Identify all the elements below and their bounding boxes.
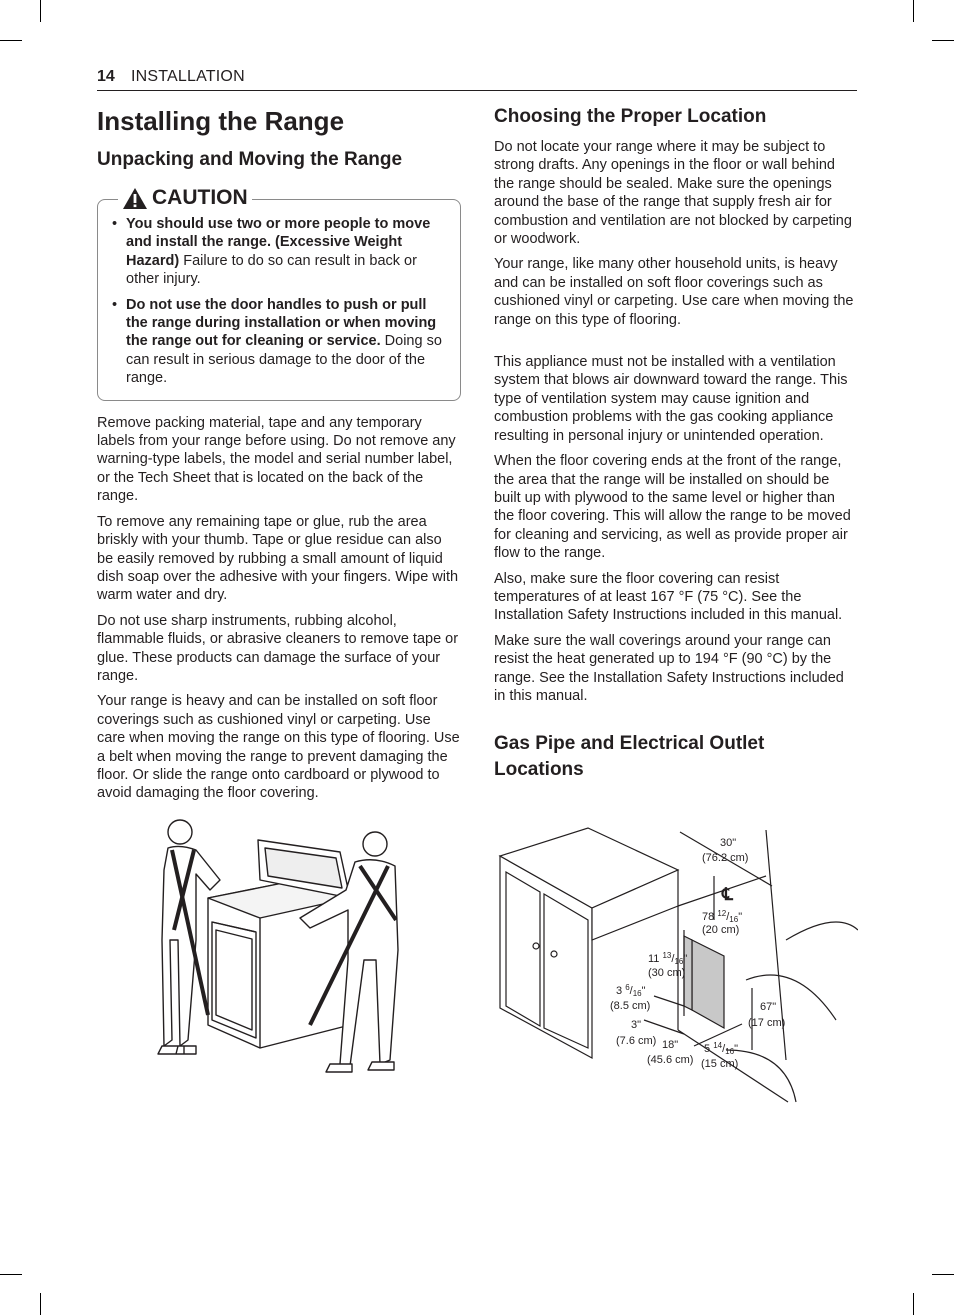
crop-mark	[932, 40, 954, 41]
warning-icon	[122, 187, 148, 210]
crop-mark	[913, 1293, 914, 1315]
crop-mark	[40, 0, 41, 22]
paragraph: To remove any remaining tape or glue, rub the area briskly with your thumb. Tape or glue residue can also be easily removed by rubbing a small amount of liquid dish soap over the adhesive with your fingers. Wipe with warm water and dry.	[97, 513, 459, 604]
caution-item	[112, 215, 448, 289]
dim-30: 30"	[720, 837, 737, 849]
heading-gas-pipe: Gas Pipe and Electrical Outlet Locations	[494, 733, 765, 781]
paragraph: Do not use sharp instruments, rubbing alcohol, flammable fluids, or abrasive cleaners to remove tape or glue. These products can damage the surface of your range.	[97, 612, 459, 684]
dim-67-cm: (17 cm)	[748, 1017, 786, 1029]
caution-title	[118, 186, 252, 210]
page-header	[97, 66, 857, 91]
page-number: 14	[97, 68, 115, 85]
crop-mark	[0, 1274, 22, 1275]
dim-18: 18"	[662, 1039, 679, 1051]
caution-item	[112, 296, 448, 388]
caution-label: CAUTION	[152, 186, 248, 209]
crop-mark	[0, 40, 22, 41]
moving-range-illustration	[150, 810, 412, 1090]
caution-item-text: Doing so can result in serious damage to the door of the range.	[126, 333, 442, 387]
crop-mark	[913, 0, 914, 22]
caution-item-bold: You should use two or more people to move and install the range. (Excessive Weight Hazard)	[126, 216, 431, 269]
dim-3-cm: (7.6 cm)	[616, 1035, 657, 1047]
dim-78-cm: (20 cm)	[702, 924, 740, 936]
crop-mark	[932, 1274, 954, 1275]
heading-proper-location: Choosing the Proper Location	[494, 106, 767, 127]
paragraph: This appliance must not be installed with a ventilation system that blows air downward toward the range. This type of ventilation system may cause ignition and combustion problems with the gas cooking appliance resulting in personal injury or unintended operation.	[494, 354, 848, 444]
dim-18-cm: (45.6 cm)	[647, 1054, 694, 1066]
section-title: INSTALLATION	[131, 68, 245, 85]
caution-item-bold: Do not use the door handles to push or pull the range during installation or when moving the range out for cleaning or service.	[126, 296, 437, 350]
crop-mark	[40, 1293, 41, 1315]
dim-67: 67"	[760, 1001, 777, 1013]
paragraph: Do not locate your range where it may be subject to strong drafts. Any openings in the floor or wall behind the range should be sealed. Make sure the openings around the base of the range that supply fresh air for combustion and ventilation are not blocked by carpeting or woodwork.	[494, 139, 852, 248]
subtitle-unpacking: Unpacking and Moving the Range	[97, 149, 403, 170]
dim-11: 11 $^{13}$/16"	[648, 951, 688, 966]
caution-box	[97, 186, 461, 401]
caution-item-text: Failure to do so can result in back or other injury.	[126, 252, 417, 288]
dim-5-cm: (15 cm)	[701, 1058, 739, 1070]
dim-11-cm: (30 cm)	[648, 967, 686, 979]
page-title: Installing the Range	[97, 106, 345, 136]
dim-3a: 3 $^6$/16"	[616, 983, 646, 998]
paragraph: Make sure the wall coverings around your range can resist the heat generated up to 194 °F (90 °C) by the range. See the Installation Safety Instructions included in this manual.	[494, 632, 844, 704]
dim-5: 5 $^{14}$/16"	[704, 1041, 738, 1056]
dim-3: 3"	[631, 1019, 642, 1031]
paragraph: Also, make sure the floor covering can resist temperatures of at least 167 °F (75 °C). See the Installation Safety Instructions included in this manual.	[494, 570, 843, 624]
right-column	[494, 104, 858, 783]
paragraph: Your range, like many other household units, is heavy and can be installed on soft floor coverings such as cushioned vinyl or carpeting. Use care when moving the range on this type of flooring.	[494, 256, 854, 328]
dim-3a-cm: (8.5 cm)	[610, 1000, 651, 1012]
dim-30-cm: (76.2 cm)	[702, 852, 749, 864]
gas-pipe-outlet-diagram	[496, 820, 858, 1110]
paragraph: Your range is heavy and can be installed on soft floor coverings such as cushioned vinyl or carpeting. Use care when moving the range on this type of flooring. Use a belt when moving the range to prevent damaging the floor. Or slide the range onto cardboard or plywood to avoid damaging the floor covering.	[97, 693, 460, 802]
left-column	[97, 104, 461, 810]
paragraph: When the floor covering ends at the front of the range, the area that the range will be installed on should be built up with plywood to the same level or higher than the floor covering. This will allow the range to be moved for cleaning and servicing, as well as provide proper air flow to the range.	[494, 453, 851, 562]
dim-78: 78 $^{12}$/16"	[702, 909, 743, 924]
centerline-symbol: ℄	[722, 885, 733, 904]
paragraph: Remove packing material, tape and any temporary labels from your range before using. Do not remove any warning-type labels, the model and serial number label, or the Tech Sheet that is located on the back of the range.	[97, 414, 456, 505]
